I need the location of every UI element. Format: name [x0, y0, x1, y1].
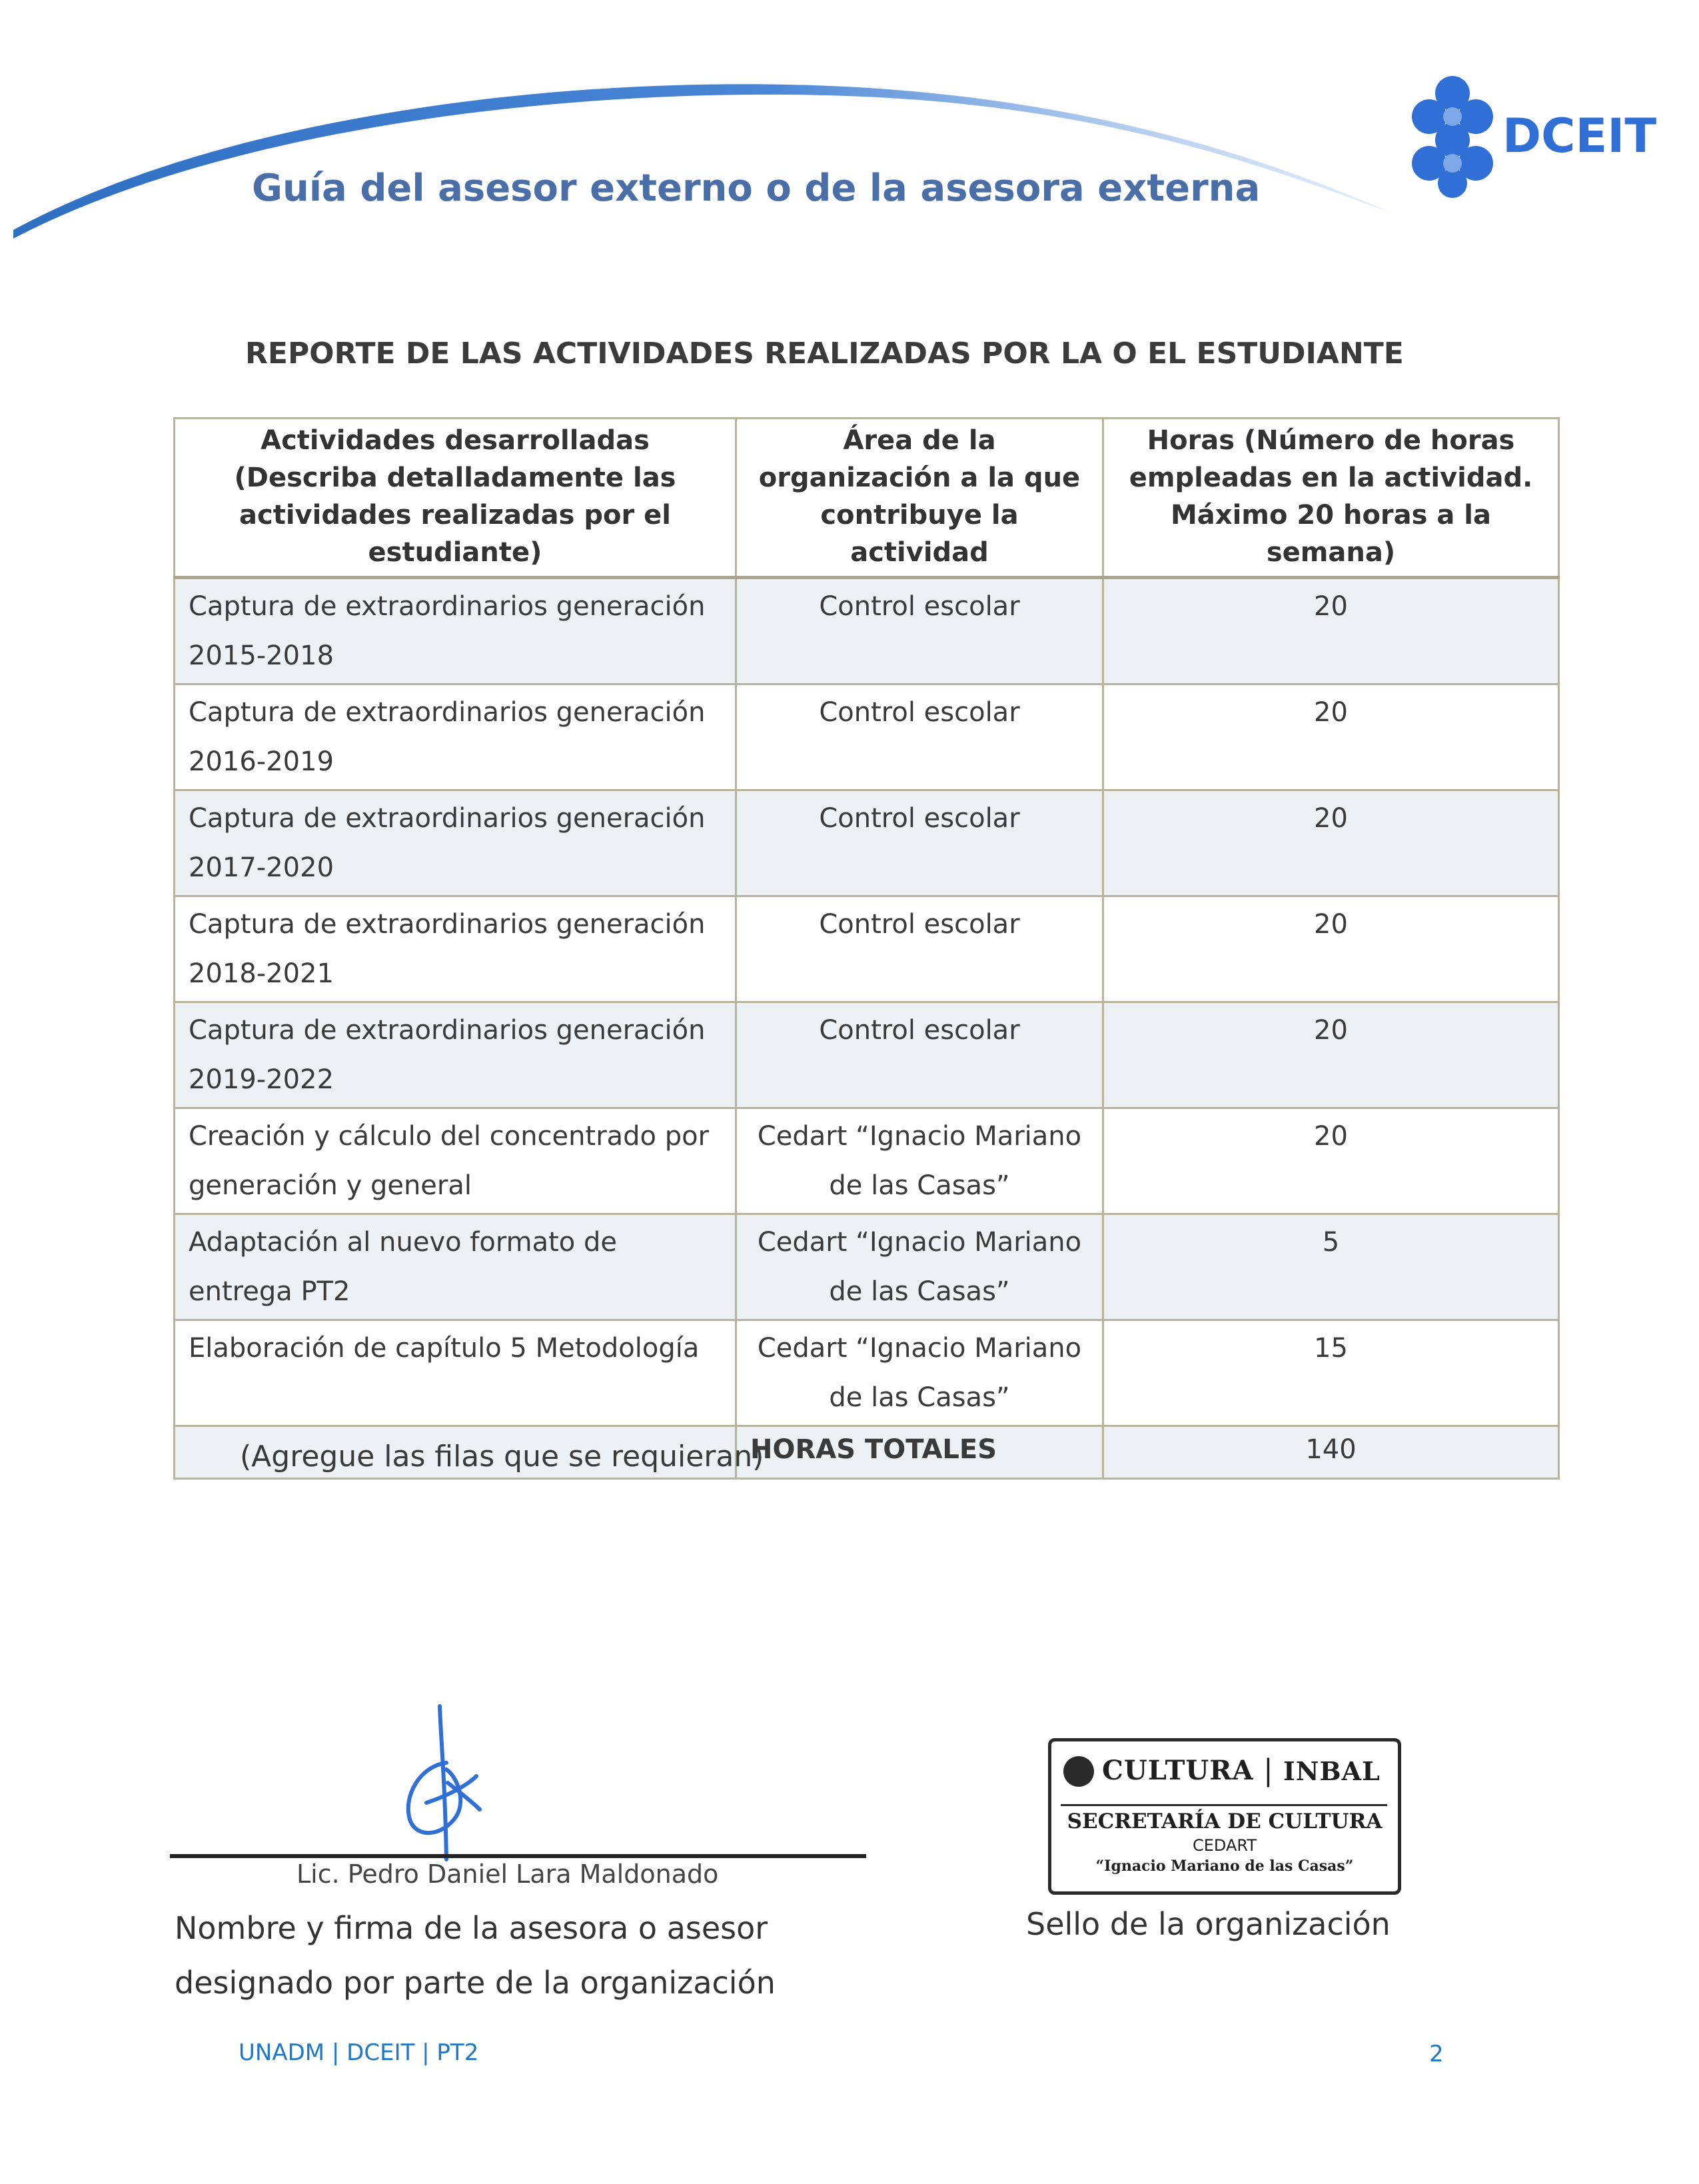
hours-cell: 20: [1103, 684, 1559, 790]
report-title: REPORTE DE LAS ACTIVIDADES REALIZADAS POR LA O EL ESTUDIANTE: [245, 337, 1404, 371]
table-row: [175, 684, 1559, 790]
seal-icon: [1063, 1756, 1094, 1787]
table-row: [175, 790, 1559, 896]
activity-cell: Captura de extraordinarios generación 2019-2022: [175, 1002, 736, 1108]
stamp-inbal: INBAL: [1283, 1756, 1381, 1786]
area-cell: Cedart “Ignacio Mariano de las Casas”: [736, 1214, 1103, 1320]
hours-cell: 20: [1103, 578, 1559, 684]
activity-cell: Adaptación al nuevo formato de entrega PT2: [175, 1214, 736, 1320]
stamp-secretaria: SECRETARÍA DE CULTURA: [1067, 1809, 1383, 1833]
add-rows-note: (Agregue las filas que se requieran): [240, 1440, 764, 1474]
hours-cell: 20: [1103, 1108, 1559, 1214]
stamp-caption: Sello de la organización: [1026, 1906, 1391, 1942]
table-row: [175, 1108, 1559, 1214]
column-header-area: Área de la organización a la que contribuye la actividad: [736, 419, 1103, 578]
stamp-rule: [1061, 1804, 1387, 1806]
hours-cell: 15: [1103, 1320, 1559, 1426]
table-row: [175, 578, 1559, 684]
activity-cell: Captura de extraordinarios generación 2018-2021: [175, 896, 736, 1002]
area-cell: Control escolar: [736, 790, 1103, 896]
area-cell: Control escolar: [736, 1002, 1103, 1108]
area-cell: Control escolar: [736, 684, 1103, 790]
table-row: [175, 1214, 1559, 1320]
stamp-cedart: CEDART: [1193, 1836, 1257, 1855]
activities-table: [173, 417, 1560, 1480]
table-header-row: [175, 419, 1559, 578]
footer-label: UNADM | DCEIT | PT2: [239, 2039, 479, 2066]
signature-line: [170, 1854, 866, 1858]
stamp-separator: |: [1263, 1753, 1273, 1787]
area-cell: Control escolar: [736, 578, 1103, 684]
hours-cell: 20: [1103, 896, 1559, 1002]
activity-cell: Captura de extraordinarios generación 2016-2019: [175, 684, 736, 790]
hours-cell: 20: [1103, 1002, 1559, 1108]
signature-mark: [393, 1703, 500, 1863]
activity-cell: Captura de extraordinarios generación 2017-2020: [175, 790, 736, 896]
stamp-cultura: CULTURA: [1102, 1755, 1254, 1786]
logo-text: DCEIT: [1502, 109, 1657, 163]
page-number: 2: [1429, 2041, 1444, 2067]
total-label: HORAS TOTALES: [736, 1426, 1103, 1479]
total-value: 140: [1103, 1426, 1559, 1479]
activity-cell: Captura de extraordinarios generación 2015-2018: [175, 578, 736, 684]
table-row: [175, 1002, 1559, 1108]
hours-cell: 20: [1103, 790, 1559, 896]
activity-cell: Elaboración de capítulo 5 Metodología: [175, 1320, 736, 1426]
dceit-logo: [1393, 67, 1659, 200]
area-cell: Cedart “Ignacio Mariano de las Casas”: [736, 1320, 1103, 1426]
signer-name: Lic. Pedro Daniel Lara Maldonado: [296, 1859, 719, 1889]
header-title: Guía del asesor externo o de la asesora externa: [252, 167, 1261, 210]
hours-cell: 5: [1103, 1214, 1559, 1320]
signer-caption: Nombre y firma de la asesora o asesor designado por parte de la organización: [175, 1910, 776, 2001]
organization-stamp: [1048, 1738, 1401, 1895]
stamp-school-name: “Ignacio Mariano de las Casas”: [1095, 1857, 1354, 1875]
column-header-horas: Horas (Número de horas empleadas en la actividad. Máximo 20 horas a la semana): [1103, 419, 1559, 578]
area-cell: Cedart “Ignacio Mariano de las Casas”: [736, 1108, 1103, 1214]
table-row: [175, 896, 1559, 1002]
hexagon-cluster-icon: [1412, 76, 1493, 198]
activity-cell: Creación y cálculo del concentrado por generación y general: [175, 1108, 736, 1214]
table-row: [175, 1320, 1559, 1426]
column-header-actividades: Actividades desarrolladas (Describa detalladamente las actividades realizadas por el estudiante): [175, 419, 736, 578]
area-cell: Control escolar: [736, 896, 1103, 1002]
